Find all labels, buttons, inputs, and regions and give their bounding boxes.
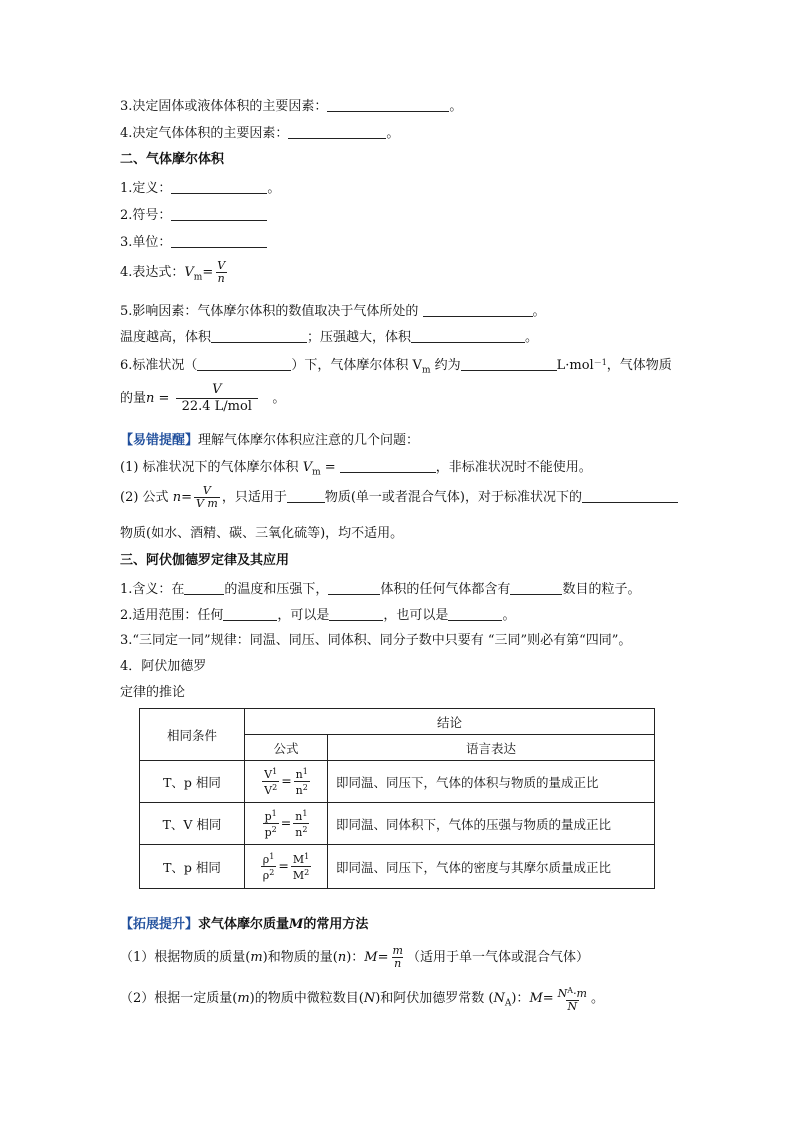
- tip-title: 【易错提醒】理解气体摩尔体积应注意的几个问题：: [120, 433, 420, 448]
- formula-cell: $\frac{\rho^1}{\rho^2}$ = $\frac{M^1}{M^2}$: [245, 845, 328, 889]
- blank-field[interactable]: [184, 580, 224, 595]
- blank-field[interactable]: [327, 97, 449, 112]
- formula-cell: $\frac{p^1}{p^2}$ = $\frac{n^1}{n^2}$: [245, 803, 328, 845]
- section-heading: 三、阿伏伽德罗定律及其应用: [120, 553, 290, 568]
- tip-point-1: (1) 标准状况下的气体摩尔体积 $V_m$ = ，非标准状况时不能使用。: [120, 460, 592, 478]
- tip-point-3: 物质(如水、酒精、碳、三氧化硫等)，均不适用。: [120, 526, 404, 541]
- inference-table: [139, 708, 655, 889]
- std-line-2: 的量n = $\frac{V}{\text{22.4 L/mol}}$ 。: [120, 382, 286, 414]
- expression-line: 4.表达式：$V_m=$ $\frac{V}{n}$: [120, 259, 226, 285]
- rule-line: 3.“三同定一同”规律：同温、同压、同体积、同分子数中只要有 “三同”则必有第“四同”。: [120, 633, 632, 648]
- blank-field[interactable]: [223, 606, 277, 621]
- fraction: $\frac{V}{n}$: [217, 259, 226, 285]
- blank-field[interactable]: [340, 458, 436, 473]
- blank-field[interactable]: [423, 302, 533, 317]
- table-row: T、V 相同 $\frac{p^1}{p^2}$ = $\frac{n^1}{n^2}$ 即同温、同体积下，气体的压强与物质的量成正比: [140, 803, 655, 845]
- header-formula: 公式: [245, 735, 328, 761]
- inference-label: 4．阿伏加德罗: [120, 659, 207, 674]
- extension-title: 【拓展提升】求气体摩尔质量M的常用方法: [120, 917, 369, 932]
- factor-line: 5.影响因素：气体摩尔体积的数值取决于气体所处的 。: [120, 304, 546, 319]
- fraction: $\frac{V}{\text{22.4 L/mol}}$: [176, 382, 258, 415]
- table-row: T、p 相同 $\frac{V^1}{V^2}$ = $\frac{n^1}{n^2}$ 即同温、同压下，气体的体积与物质的量成正比: [140, 761, 655, 803]
- header-language: 语言表达: [328, 735, 655, 761]
- factor-line-2: 温度越高，体积 ；压强越大，体积 。: [120, 330, 539, 345]
- scope-line: 2.适用范围：任何 ，可以是 ，也可以是 。: [120, 608, 516, 623]
- blank-field[interactable]: [171, 233, 267, 248]
- header-condition: 相同条件: [140, 709, 245, 761]
- unit-line: 3.单位：: [120, 233, 267, 252]
- table-row: T、p 相同 $\frac{\rho^1}{\rho^2}$ = $\frac{M^1}{M^2}$ 即同温、同压下，气体的密度与其摩尔质量成正比: [140, 845, 655, 889]
- blank-field[interactable]: [328, 580, 380, 595]
- symbol-line: 2.符号：: [120, 206, 267, 225]
- formula-cell: $\frac{V^1}{V^2}$ = $\frac{n^1}{n^2}$: [245, 761, 328, 803]
- blank-field[interactable]: [171, 179, 267, 194]
- std-line: 6.标准状况（ ）下，气体摩尔体积 $V_m$ 约为 L·mol$^{-1}$，气体物质: [120, 358, 672, 376]
- blank-field[interactable]: [288, 124, 386, 139]
- fraction: $\frac{N^A\cdot m}{N}$: [557, 985, 587, 1013]
- blank-field[interactable]: [211, 328, 307, 343]
- blank-field[interactable]: [411, 328, 525, 343]
- meaning-line: 1.含义：在 的温度和压强下， 体积的任何气体都含有 数目的粒子。: [120, 582, 641, 597]
- blank-field[interactable]: [510, 580, 562, 595]
- item-3: 3.决定固体或液体体积的主要因素： 。: [120, 99, 463, 114]
- blank-field[interactable]: [448, 606, 502, 621]
- blank-field[interactable]: [287, 488, 325, 503]
- method-2: （2）根据一定质量(m)的物质中微粒数目(N)和阿伏加德罗常数 $(N_A)$：M= $\frac{N^A\cdot m}{N}$ 。: [120, 985, 605, 1013]
- fraction: $\frac{V}{\text{V m}}$: [195, 484, 218, 510]
- blank-field[interactable]: [329, 606, 383, 621]
- fraction: $\frac{m}{n}$: [392, 944, 403, 970]
- inference-label-2: 定律的推论: [120, 685, 186, 700]
- blank-field[interactable]: [171, 206, 267, 221]
- blank-field[interactable]: [197, 356, 291, 371]
- method-1: （1）根据物质的质量(m)和物质的量(n)：M= $\frac{m}{n}$ （适用于单一气体或混合气体）: [120, 944, 589, 970]
- section-heading: 二、气体摩尔体积: [120, 152, 225, 167]
- item-4: 4.决定气体体积的主要因素： 。: [120, 126, 400, 141]
- header-conclusion: 结论: [245, 709, 655, 735]
- def-line: 1.定义： 。: [120, 181, 281, 196]
- tip-point-2: (2) 公式 n= $\frac{V}{\text{V m}}$ ，只适用于 物质(单一或者混合气体)，对于标准状况下的: [120, 483, 678, 513]
- blank-field[interactable]: [582, 488, 678, 503]
- blank-field[interactable]: [461, 356, 557, 371]
